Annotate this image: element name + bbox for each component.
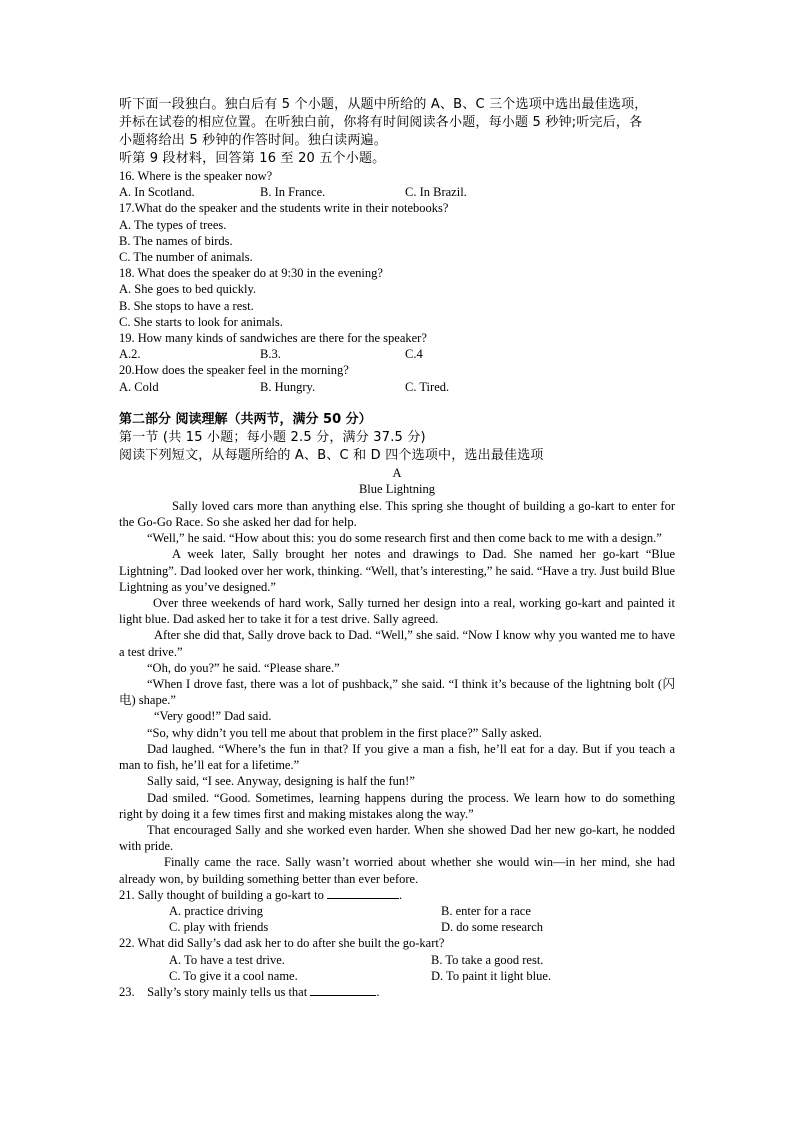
option-c: C. The number of animals. <box>119 250 253 265</box>
paragraph: Finally came the race. Sally wasn’t worried about whether she would win—in her mind, she had already won, by building something better than ever before. <box>119 855 675 886</box>
question-stem: 22. What did Sally’s dad ask her to do after she built the go-kart? <box>119 936 445 951</box>
question-stem: 23. Sally’s story mainly tells us that <box>119 984 308 999</box>
paragraph: Sally said, “I see. Anyway, designing is half the fun!” <box>147 774 415 789</box>
option-a: A. She goes to bed quickly. <box>119 282 257 297</box>
option-c: C. play with friends <box>169 920 269 935</box>
option-b: B.3. <box>260 347 281 362</box>
instruction-line: 小题将给出 5 秒钟的作答时间。独白读两遍。 <box>119 133 387 148</box>
section-title: 第一节 (共 15 小题；每小题 2.5 分，满分 37.5 分) <box>119 429 426 445</box>
passage-body <box>119 498 675 887</box>
question-stem: 19. How many kinds of sandwiches are there for the speaker? <box>119 331 427 346</box>
option-c: C. To give it a cool name. <box>169 968 298 983</box>
instruction-line: 听下面一段独白。独白后有 5 个小题，从题中所给的 A、B、C 三个选项中选出最佳选项， <box>119 97 648 112</box>
question-23: 23. Sally’s story mainly tells us that . <box>119 984 380 999</box>
question-stem: 20.How does the speaker feel in the morning? <box>119 363 349 378</box>
option-c: C. She starts to look for animals. <box>119 314 283 329</box>
question-stem: 16. Where is the speaker now? <box>119 169 273 183</box>
option-a: A. In Scotland. <box>119 185 195 200</box>
instruction-line: 并标在试卷的相应位置。在听独白前，你将有时间阅读各小题，每小题 5 秒钟;听完后，各 <box>119 115 643 130</box>
option-a: A. To have a test drive. <box>169 952 285 967</box>
exam-page <box>119 96 675 1000</box>
passage-letter: A <box>392 465 402 480</box>
paragraph: “So, why didn’t you tell me about that problem in the first place?” Sally asked. <box>147 725 542 740</box>
paragraph: Dad laughed. “Where’s the fun in that? If you give a man a fish, he’ll eat for a day. But if you teach a man to fish, he’ll eat for a lifetime.” <box>119 741 675 773</box>
question-22 <box>119 935 675 984</box>
option-b: B. She stops to have a rest. <box>119 298 254 313</box>
option-a: A.2. <box>119 347 141 362</box>
question-16 <box>119 168 675 200</box>
question-19 <box>119 330 675 362</box>
option-c: C.4 <box>405 347 423 362</box>
option-a: A. The types of trees. <box>119 217 227 232</box>
paragraph: Over three weekends of hard work, Sally turned her design into a real, working go-kart and painted it light blue. Dad asked her to take it for a test drive. Sally agreed. <box>119 596 675 627</box>
question-stem: 17.What do the speaker and the students write in their notebooks? <box>119 201 449 216</box>
question-17 <box>119 200 675 265</box>
answer-blank <box>310 984 376 996</box>
paragraph: That encouraged Sally and she worked even harder. When she showed Dad her new go-kart, he nodded with pride. <box>119 822 675 854</box>
option-a: A. Cold <box>119 379 159 394</box>
option-d: D. do some research <box>441 920 544 935</box>
option-b: B. To take a good rest. <box>431 952 544 967</box>
option-a: A. practice driving <box>169 903 264 918</box>
listening-instructions <box>119 96 675 168</box>
option-b: B. In France. <box>260 185 326 200</box>
question-18 <box>119 265 675 330</box>
answer-blank <box>327 887 399 899</box>
material-note: 听第 9 段材料，回答第 16 至 20 五个小题。 <box>119 151 386 166</box>
paragraph: Dad smiled. “Good. Sometimes, learning happens during the process. We learn how to do something right by doing it a few times first and making mistakes along the way.” <box>119 790 675 821</box>
paragraph: Sally loved cars more than anything else. This spring she thought of building a go-kart to enter for the Go-Go Race. So she asked her dad for help. <box>119 498 675 530</box>
part-title: 第二部分 阅读理解（共两节，满分 50 分） <box>119 411 372 427</box>
paragraph: “Well,” he said. “How about this: you do some research first and then come back to me with a design.” <box>147 531 662 546</box>
question-stem: 18. What does the speaker do at 9:30 in the evening? <box>119 266 383 281</box>
paragraph: “Oh, do you?” he said. “Please share.” <box>147 660 340 675</box>
option-b: B. Hungry. <box>260 379 316 394</box>
paragraph: A week later, Sally brought her notes and drawings to Dad. She named her go-kart “Blue Lightning”. Dad looked over her work, thinking. “Well, that’s interesting,” he said. “Have a try. Just build Blue Lightning as you’ve designed.” <box>119 547 675 594</box>
option-c: C. Tired. <box>405 379 450 394</box>
passage-title: Blue Lightning <box>358 481 436 496</box>
question-21: 21. Sally thought of building a go-kart to . A. practice driving B. enter for a race C. play with friends D. do some research <box>119 887 544 935</box>
option-b: B. The names of birds. <box>119 233 233 248</box>
question-20 <box>119 362 675 394</box>
paragraph: After she did that, Sally drove back to Dad. “Well,” she said. “Now I know why you wanted me to have a test drive.” <box>119 628 675 659</box>
option-b: B. enter for a race <box>441 903 531 918</box>
reading-instruction: 阅读下列短文，从每题所给的 A、B、C 和 D 四个选项中，选出最佳选项 <box>119 447 544 463</box>
paragraph: “Very good!” Dad said. <box>154 709 272 724</box>
option-c: C. In Brazil. <box>405 185 467 200</box>
paragraph: “When I drove fast, there was a lot of pushback,” she said. “I think it’s because of the lightning bolt (闪电) shape.” <box>119 677 675 708</box>
question-stem: 21. Sally thought of building a go-kart to <box>119 887 324 902</box>
option-d: D. To paint it light blue. <box>431 968 552 983</box>
